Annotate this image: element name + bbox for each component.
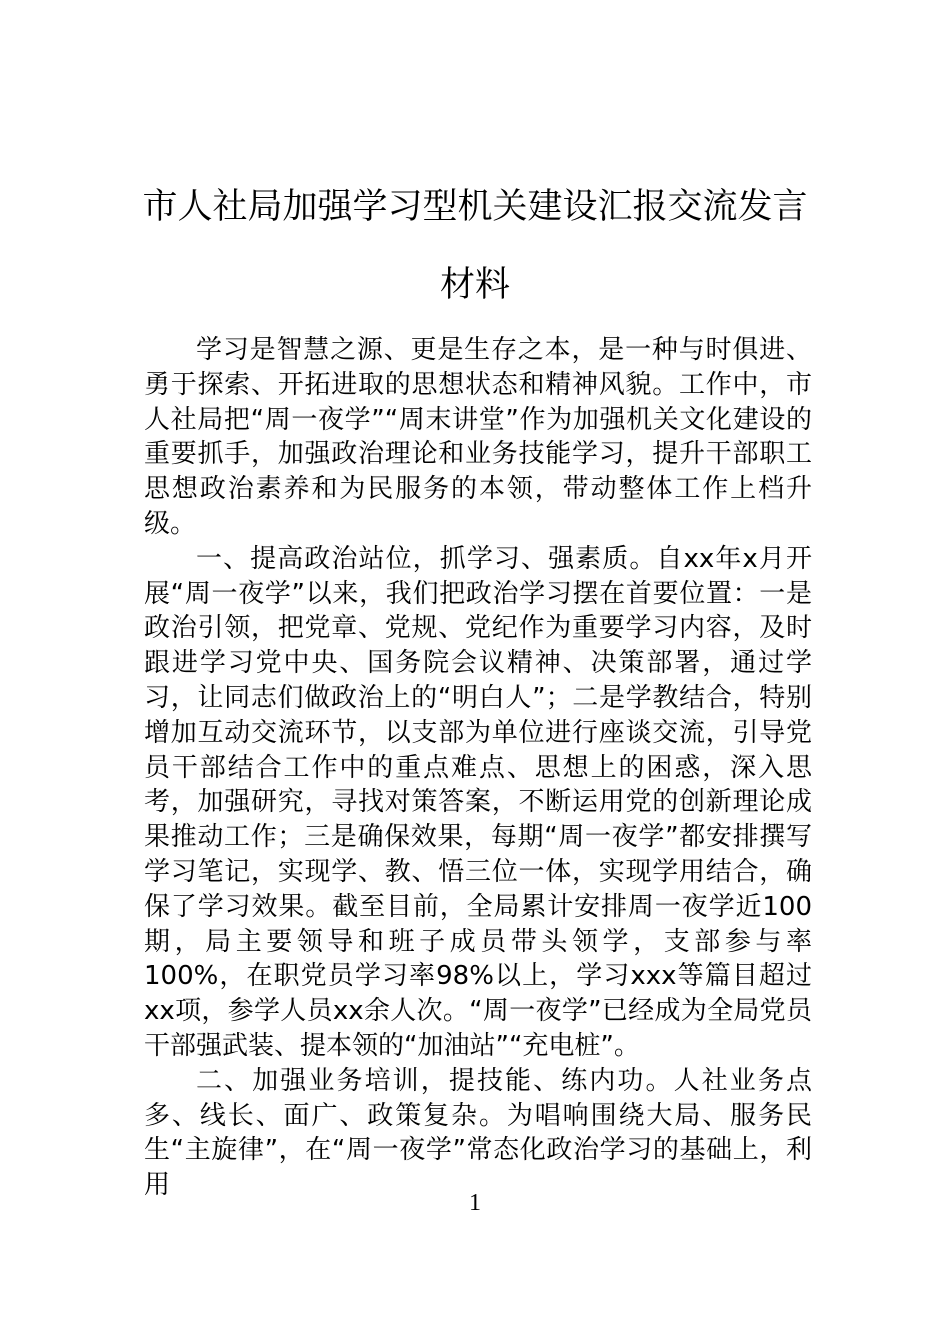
- body-paragraph: 一、提高政治站位，抓学习、强素质。自xx年x月开展“周一夜学”以来，我们把政治学习摆在首要位置：一是政治引领，把党章、党规、党纪作为重要学习内容，及时跟进学习党中央、国务院会议精神、决策部署，通过学习，让同志们做政治上的“明白人”；二是学教结合，特别增加互动交流环节，以支部为单位进行座谈交流，引导党员干部结合工作中的重点难点、思想上的困惑，深入思考，加强研究，寻找对策答案，不断运用党的创新理论成果推动工作；三是确保效果，每期“周一夜学”都安排撰写学习笔记，实现学、教、悟三位一体，实现学用结合，确保了学习效果。截至目前，全局累计安排周一夜学近100期，局主要领导和班子成员带头领学，支部参与率100%，在职党员学习率98%以上，学习xxx等篇目超过xx项，参学人员xx余人次。“周一夜学”已经成为全局党员干部强武装、提本领的“加油站”“充电桩”。: [144, 543, 812, 1061]
- body-paragraph: 学习是智慧之源、更是生存之本，是一种与时俱进、勇于探索、开拓进取的思想状态和精神风貌。工作中，市人社局把“周一夜学”“周末讲堂”作为加强机关文化建设的重要抓手，加强政治理论和业务技能学习，提升干部职工思想政治素养和为民服务的本领，带动整体工作上档升级。: [144, 335, 812, 539]
- body-paragraph: 二、加强业务培训，提技能、练内功。人社业务点多、线长、面广、政策复杂。为唱响围绕大局、服务民生“主旋律”，在“周一夜学”常态化政治学习的基础上，利用: [144, 1065, 812, 1201]
- document-title: 市人社局加强学习型机关建设汇报交流发言材料: [142, 187, 808, 305]
- document-body: [144, 333, 812, 1203]
- page-number: 1: [469, 1190, 481, 1216]
